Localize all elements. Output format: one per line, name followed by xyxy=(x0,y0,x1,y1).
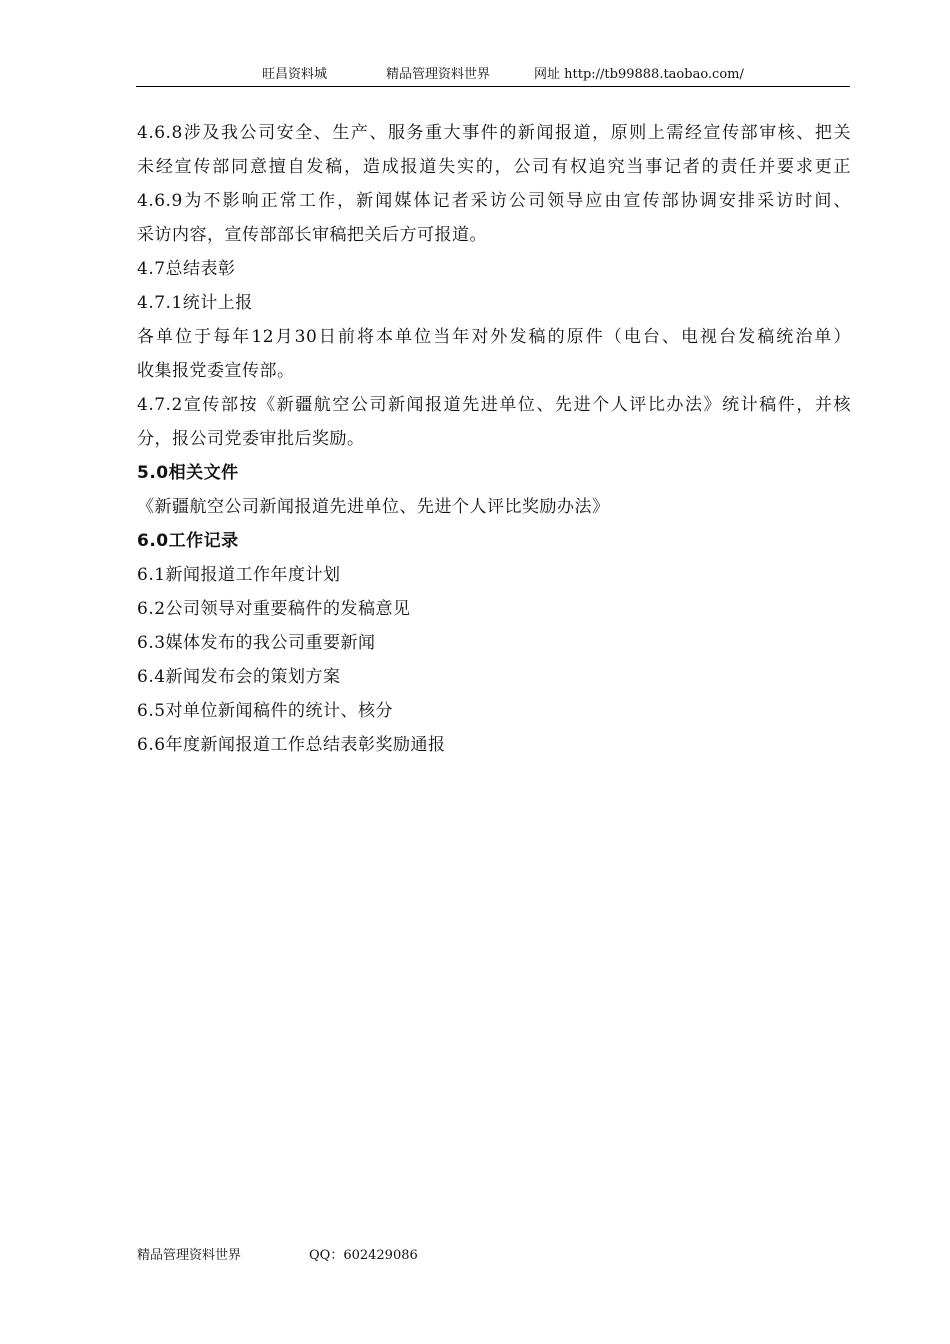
text-line: 收集报党委宣传部。 xyxy=(137,361,295,381)
text-line: 各单位于每年12月30日前将本单位当年对外发稿的原件（电台、电视台发稿统治单） xyxy=(137,327,851,347)
text-line: 4.7.1统计上报 xyxy=(137,293,253,313)
text-line: 采访内容，宣传部部长审稿把关后方可报道。 xyxy=(137,225,487,245)
footer-tagline: 精品管理资料世界 xyxy=(137,1248,242,1263)
section-heading: 6.0工作记录 xyxy=(137,531,239,551)
document-body xyxy=(137,116,851,762)
text-line: 4.6.9为不影响正常工作，新闻媒体记者采访公司领导应由宣传部协调安排采访时间、 xyxy=(137,191,851,211)
header-website: 网址 http://tb99888.taobao.com/ xyxy=(534,67,744,82)
text-line: 6.5对单位新闻稿件的统计、核分 xyxy=(137,701,394,721)
text-line: 4.6.8涉及我公司安全、生产、服务重大事件的新闻报道，原则上需经宣传部审核、把关 xyxy=(137,123,851,143)
text-line: 6.1新闻报道工作年度计划 xyxy=(137,565,341,585)
section-heading: 5.0相关文件 xyxy=(137,463,239,483)
header-brand: 旺昌资料城 xyxy=(262,67,328,82)
text-line: 分，报公司党委审批后奖励。 xyxy=(137,429,365,449)
text-line: 4.7总结表彰 xyxy=(137,259,236,279)
text-line: 6.4新闻发布会的策划方案 xyxy=(137,667,341,687)
header-tagline: 精品管理资料世界 xyxy=(386,67,491,82)
text-line: 4.7.2宣传部按《新疆航空公司新闻报道先进单位、先进个人评比办法》统计稿件，并核 xyxy=(137,395,851,415)
text-line: 6.3媒体发布的我公司重要新闻 xyxy=(137,633,376,653)
page-header xyxy=(136,66,850,87)
page-footer xyxy=(137,1247,418,1265)
text-line: 未经宣传部同意擅自发稿，造成报道失实的，公司有权追究当事记者的责任并要求更正 xyxy=(137,157,851,177)
text-line: 6.6年度新闻报道工作总结表彰奖励通报 xyxy=(137,735,446,755)
footer-qq: QQ：602429086 xyxy=(309,1248,418,1263)
text-line: 《新疆航空公司新闻报道先进单位、先进个人评比奖励办法》 xyxy=(137,497,610,517)
text-line: 6.2公司领导对重要稿件的发稿意见 xyxy=(137,599,411,619)
